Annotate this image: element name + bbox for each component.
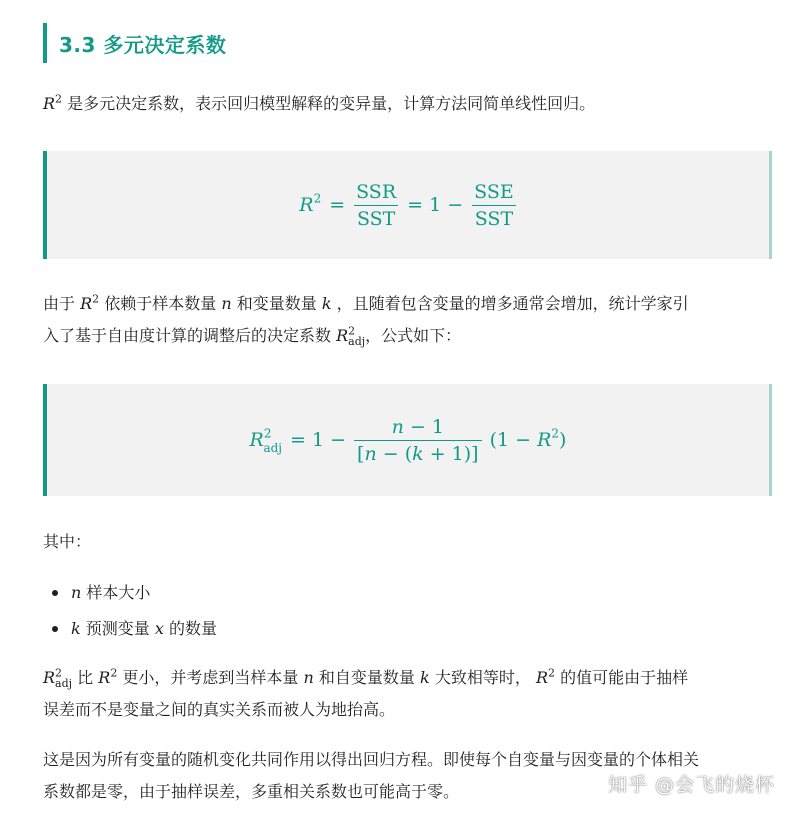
k-symbol: k: [321, 294, 332, 313]
intro-paragraph: [43, 88, 773, 120]
den-open: [: [357, 442, 365, 465]
num-n: n: [391, 415, 404, 438]
formula-tail: [489, 426, 567, 451]
list-item-text: 的数量: [169, 619, 218, 638]
k-symbol: k: [71, 619, 81, 638]
n-symbol: n: [221, 294, 232, 313]
text-segment: 的值可能由于抽样: [560, 668, 689, 687]
list-item: [43, 575, 217, 611]
intro-text: 是多元决定系数，表示回归模型解释的变异量，计算方法同简单线性回归。: [67, 94, 596, 113]
paragraph-line-2: [43, 694, 773, 726]
list-item-text: 样本大小: [86, 583, 151, 602]
formula-r-exp: 2: [313, 191, 322, 206]
fraction-numerator-sse: SSE: [474, 180, 514, 203]
fraction-denominator: [354, 440, 482, 465]
formula-equals-one-minus: = 1 −: [407, 194, 464, 216]
text-segment: 大致相等时，: [434, 668, 531, 687]
list-item-text: 预测变量: [85, 619, 150, 638]
text-segment: 依赖于样本数量: [104, 294, 217, 313]
fraction-ssr-sst: [353, 181, 399, 230]
r-adj-symbol: R: [336, 326, 349, 345]
variable-list: [43, 575, 217, 647]
fraction-denominator-sst-2: SST: [472, 205, 516, 230]
paragraph-line-1: 这是因为所有变量的随机变化共同作用以得出回归方程。即使每个自变量与因变量的个体相关: [43, 750, 700, 769]
formula-equals-one-minus: = 1 −: [290, 429, 347, 451]
tail-close: ): [559, 429, 567, 451]
tail-r-exp: 2: [551, 426, 560, 441]
formula-adjusted-r2: [250, 416, 567, 465]
tail-open: (1 −: [489, 429, 532, 451]
text-segment: 入了基于自由度计算的调整后的决定系数: [43, 326, 332, 345]
fraction-degrees-of-freedom: [354, 416, 482, 465]
list-item: [43, 611, 217, 647]
n-symbol: n: [71, 583, 82, 602]
section-heading: [43, 23, 226, 63]
fraction-denominator-sst: SST: [354, 205, 398, 230]
paragraph-adjusted-intro: [43, 288, 773, 352]
k-symbol: k: [420, 668, 430, 687]
formula-block-adjusted-r2: [43, 384, 772, 496]
paragraph-line-1: [43, 288, 773, 320]
formula-r: R: [249, 429, 264, 451]
text-segment: ，公式如下：: [365, 326, 462, 345]
r-symbol: R: [535, 668, 548, 687]
fraction-numerator: [389, 416, 447, 440]
formula-r2: [299, 181, 516, 230]
r-adj-exponent: 2: [55, 666, 63, 680]
paragraph-line-1: [43, 662, 773, 694]
text-segment: 比: [77, 668, 94, 687]
r-adj-subscript: adj: [348, 335, 366, 349]
text-segment: 和变量数量: [236, 294, 317, 313]
r-exponent: 2: [110, 666, 118, 680]
text-segment: 和自变量数量: [318, 668, 415, 687]
paragraph-line-2: [43, 320, 773, 352]
text-segment: ，且随着包含变量的增多通常会增加，统计学家引: [336, 294, 689, 313]
section-heading-text: 3.3 多元决定系数: [59, 32, 227, 57]
formula-r: R: [299, 194, 314, 216]
tail-r: R: [537, 429, 552, 451]
n-symbol: n: [303, 668, 314, 687]
formula-equals: =: [329, 194, 346, 216]
r-symbol: R: [98, 668, 111, 687]
x-symbol: x: [154, 619, 164, 638]
paragraph-line-2: 系数都是零，由于抽样误差，多重相关系数也可能高于零。: [43, 782, 460, 801]
den-k: k: [412, 442, 424, 465]
r-symbol: R: [80, 294, 93, 313]
den-n: n: [364, 442, 377, 465]
r-exponent: 2: [92, 292, 100, 306]
den-close: + 1)]: [429, 442, 479, 465]
fraction-sse-sst: [471, 181, 517, 230]
r-symbol: R: [43, 94, 56, 113]
num-rest: − 1: [409, 415, 444, 438]
paragraph-comparison: [43, 662, 773, 726]
formula-r-exp: 2: [263, 426, 272, 441]
den-mid: − (: [382, 442, 413, 465]
zhihu-watermark: 知乎 @会飞的烧杯: [607, 774, 775, 796]
text-segment: 更小，并考虑到当样本量: [122, 668, 299, 687]
r-adj-subscript: adj: [55, 677, 73, 691]
text-segment: 由于: [43, 294, 76, 313]
formula-r-sub: adj: [263, 441, 283, 455]
where-text: 其中：: [43, 532, 92, 551]
formula-block-r2: [43, 151, 772, 259]
r-adj-exponent: 2: [348, 324, 356, 338]
fraction-numerator-ssr: SSR: [356, 180, 397, 203]
where-label: [43, 526, 773, 558]
r-exponent: 2: [547, 666, 555, 680]
text-segment: 误差而不是变量之间的真实关系而被人为地抬高。: [43, 700, 396, 719]
r-adj-symbol: R: [43, 668, 56, 687]
r-exponent: 2: [55, 92, 63, 106]
